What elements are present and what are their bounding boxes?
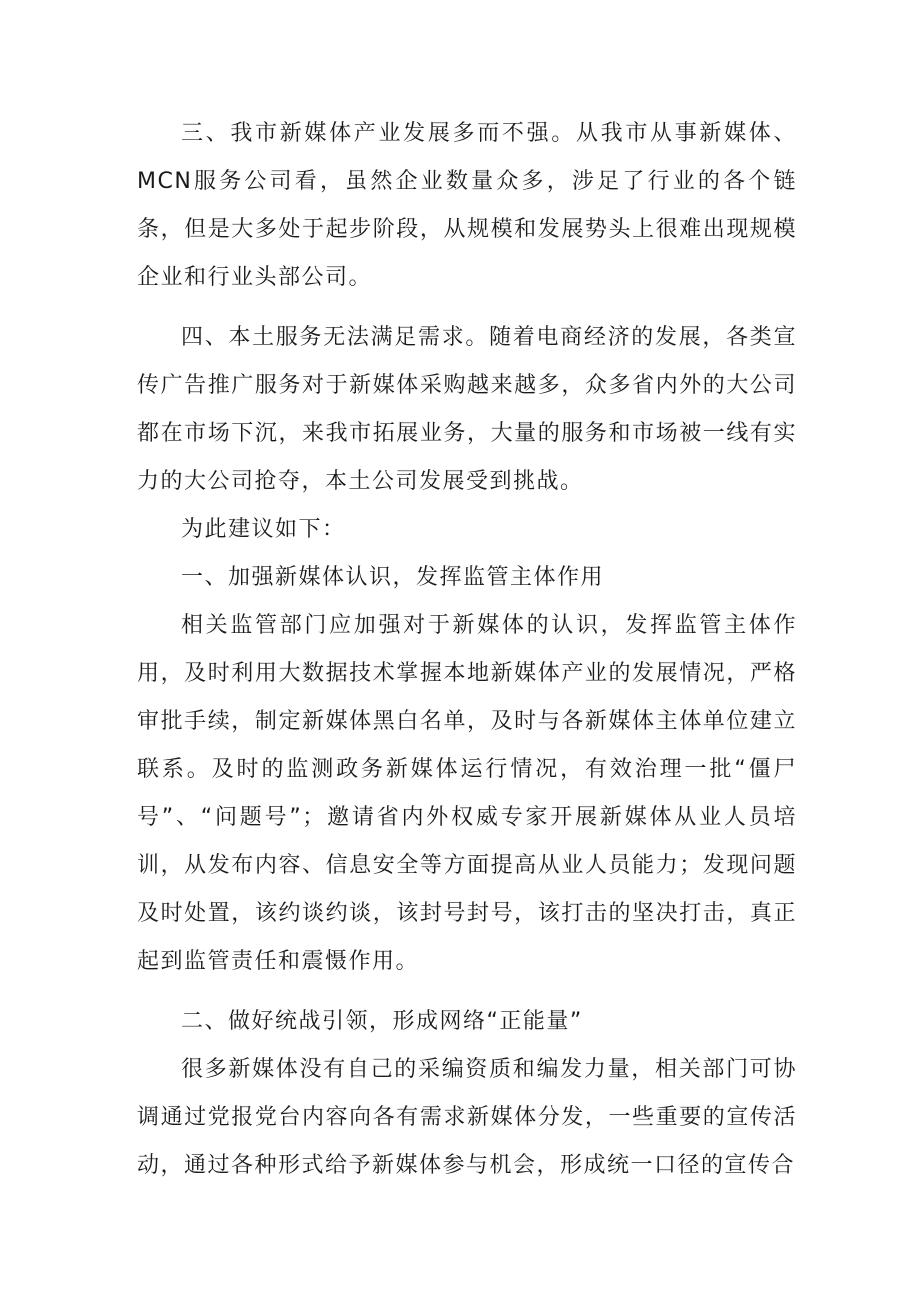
heading-suggestion-two: 二、做好统战引领，形成网络“正能量” [181,1009,583,1034]
heading-suggestion-one: 一、加强新媒体认识，发挥监管主体作用 [181,565,605,590]
paragraph-gap [137,302,797,314]
paragraph-gap [137,986,797,998]
paragraph-suggestion-one-body: 相关监管部门应加强对于新媒体的认识，发挥监管主体作用，及时利用大数据技术掌握本地新媒体产业的发展情况，严格审批手续，制定新媒体黑白名单，及时与各新媒体主体单位建立联系。及时的监测政务新媒体运行情况，有效治理一批“僵尸号”、“问题号”；邀请省内外权威专家开展新媒体从业人员培训，从发布内容、信息安全等方面提高从业人员能力；发现问题及时处置，该约谈约谈，该封号封号，该打击的坚决打击，真正起到监管责任和震慑作用。 [137,613,797,974]
paragraph-point-three: 三、我市新媒体产业发展多而不强。从我市从事新媒体、MCN服务公司看，虽然企业数量众多，涉足了行业的各个链条，但是大多处于起步阶段，从规模和发展势头上很难出现规模企业和行业头部公司。 [137,121,797,290]
paragraph-suggestion-intro: 为此建议如下： [181,517,346,542]
document-body [137,110,797,1190]
paragraph-suggestion-two-body: 很多新媒体没有自己的采编资质和编发力量，相关部门可协调通过党报党台内容向各有需求新媒体分发，一些重要的宣传活动，通过各种形式给予新媒体参与机会，形成统一口径的宣传合 [137,1057,797,1178]
paragraph-point-four: 四、本土服务无法满足需求。随着电商经济的发展，各类宣传广告推广服务对于新媒体采购越来越多，众多省内外的大公司都在市场下沉，来我市拓展业务，大量的服务和市场被一线有实力的大公司抢夺，本土公司发展受到挑战。 [137,325,797,494]
